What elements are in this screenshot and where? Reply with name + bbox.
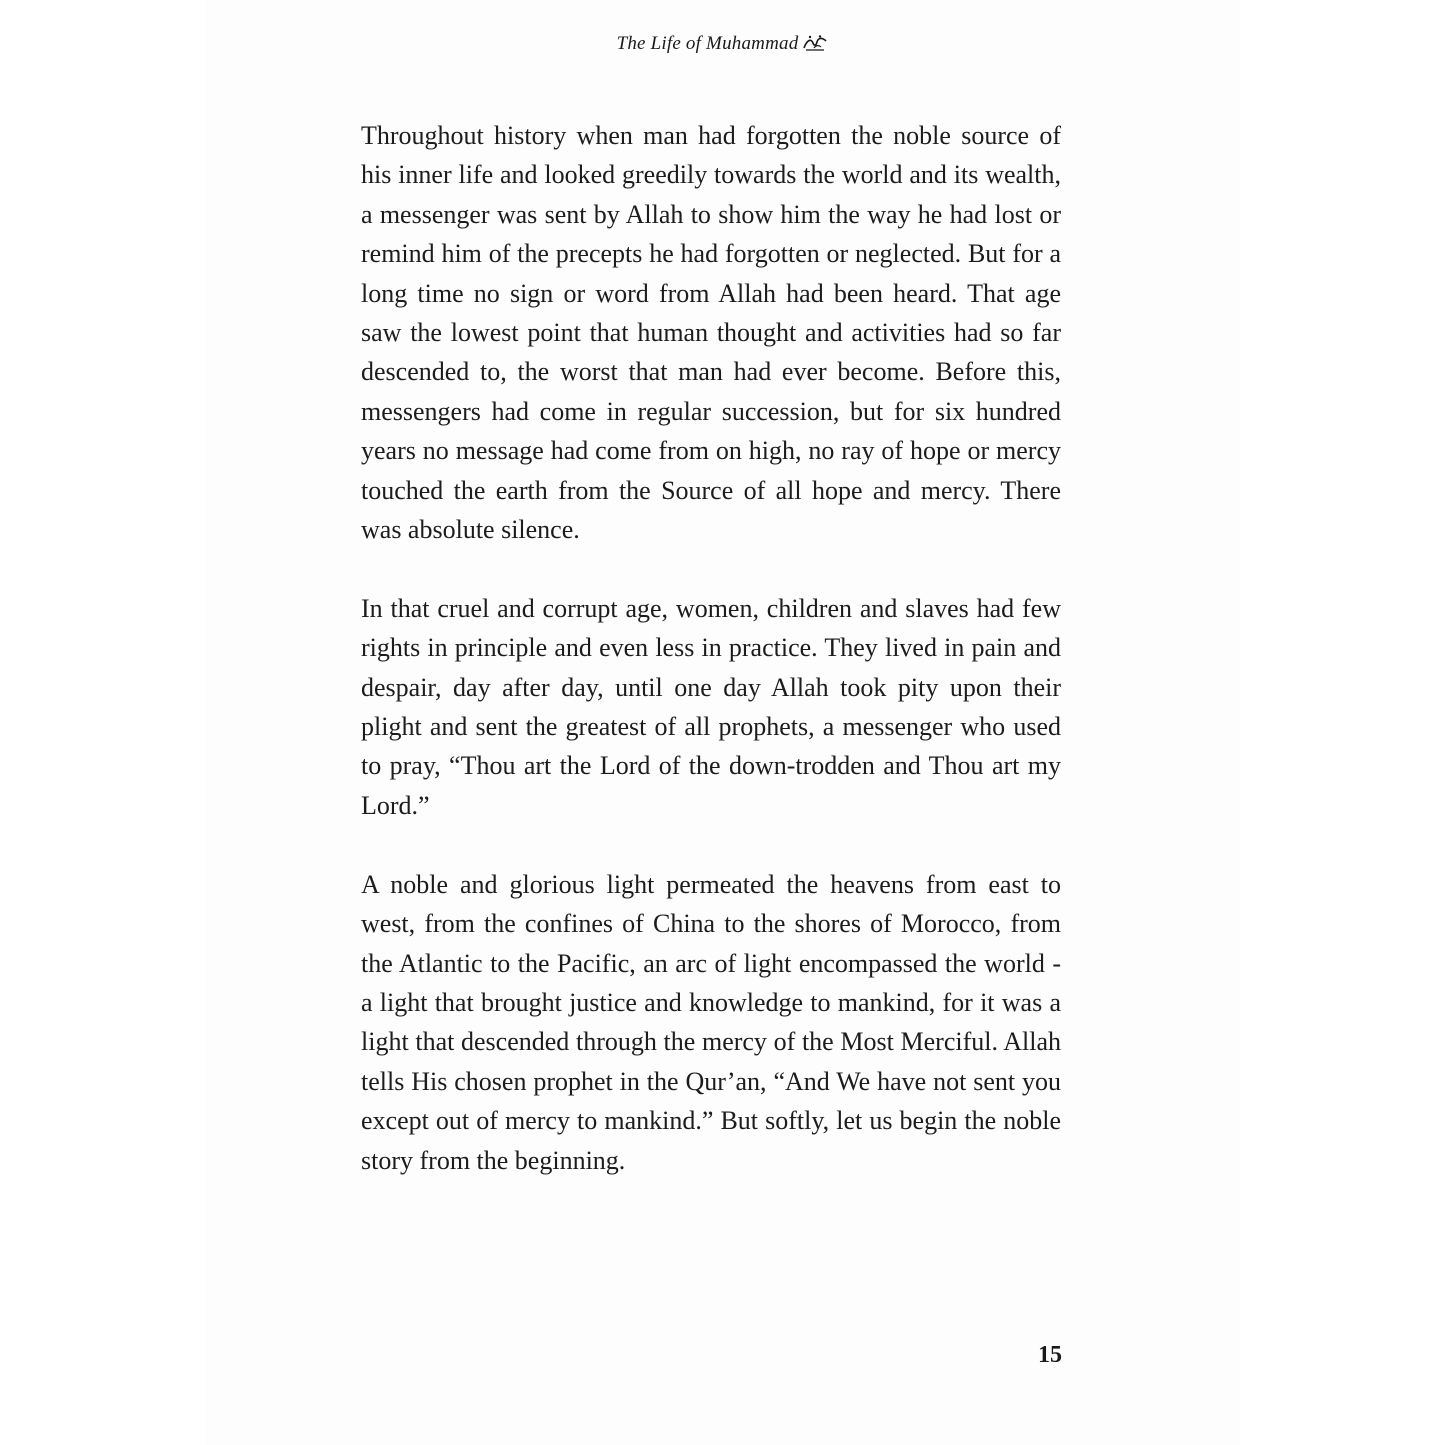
running-title: The Life of Muhammad <box>616 33 799 54</box>
paragraph-2: In that cruel and corrupt age, women, children and slaves had few rights in principle and even less in practice. They lived in pain and despair, day after day, until one day Allah took pity upon their plight and sent the greatest of all prophets, a messenger who used to pray, “Thou art the Lord of the down-trodden and Thou art my Lord.” <box>361 593 1061 820</box>
page-number: 15 <box>1038 1342 1062 1368</box>
paragraph-3: A noble and glorious light permeated the heavens from east to west, from the confines of China to the shores of Morocco, from the Atlantic to the Pacific, an arc of light encompassed the world - a light that brought justice and knowledge to mankind, for it was a light that descended through the mercy of the Most Merciful. Allah tells His chosen prophet in the Qur’an, “And We have not sent you except out of mercy to mankind.” But softly, let us begin the noble story from the beginning. <box>361 869 1061 1175</box>
running-head <box>0 33 1445 55</box>
paragraph-1: Throughout history when man had forgotten the noble source of his inner life and looked greedily towards the world and its wealth, a messenger was sent by Allah to show him the way he had lost or remind him of the precepts he had forgotten or neglected. But for a long time no sign or word from Allah had been heard. That age saw the lowest point that human thought and activities had so far descended to, the worst that man had ever become. Before this, messengers had come in regular succession, but for six hundred years no message had come from on high, no ray of hope or mercy touched the earth from the Source of all hope and mercy. There was absolute silence. <box>361 121 1061 545</box>
pbuh-calligraphy-icon <box>802 34 828 52</box>
body-text <box>361 116 1061 1219</box>
